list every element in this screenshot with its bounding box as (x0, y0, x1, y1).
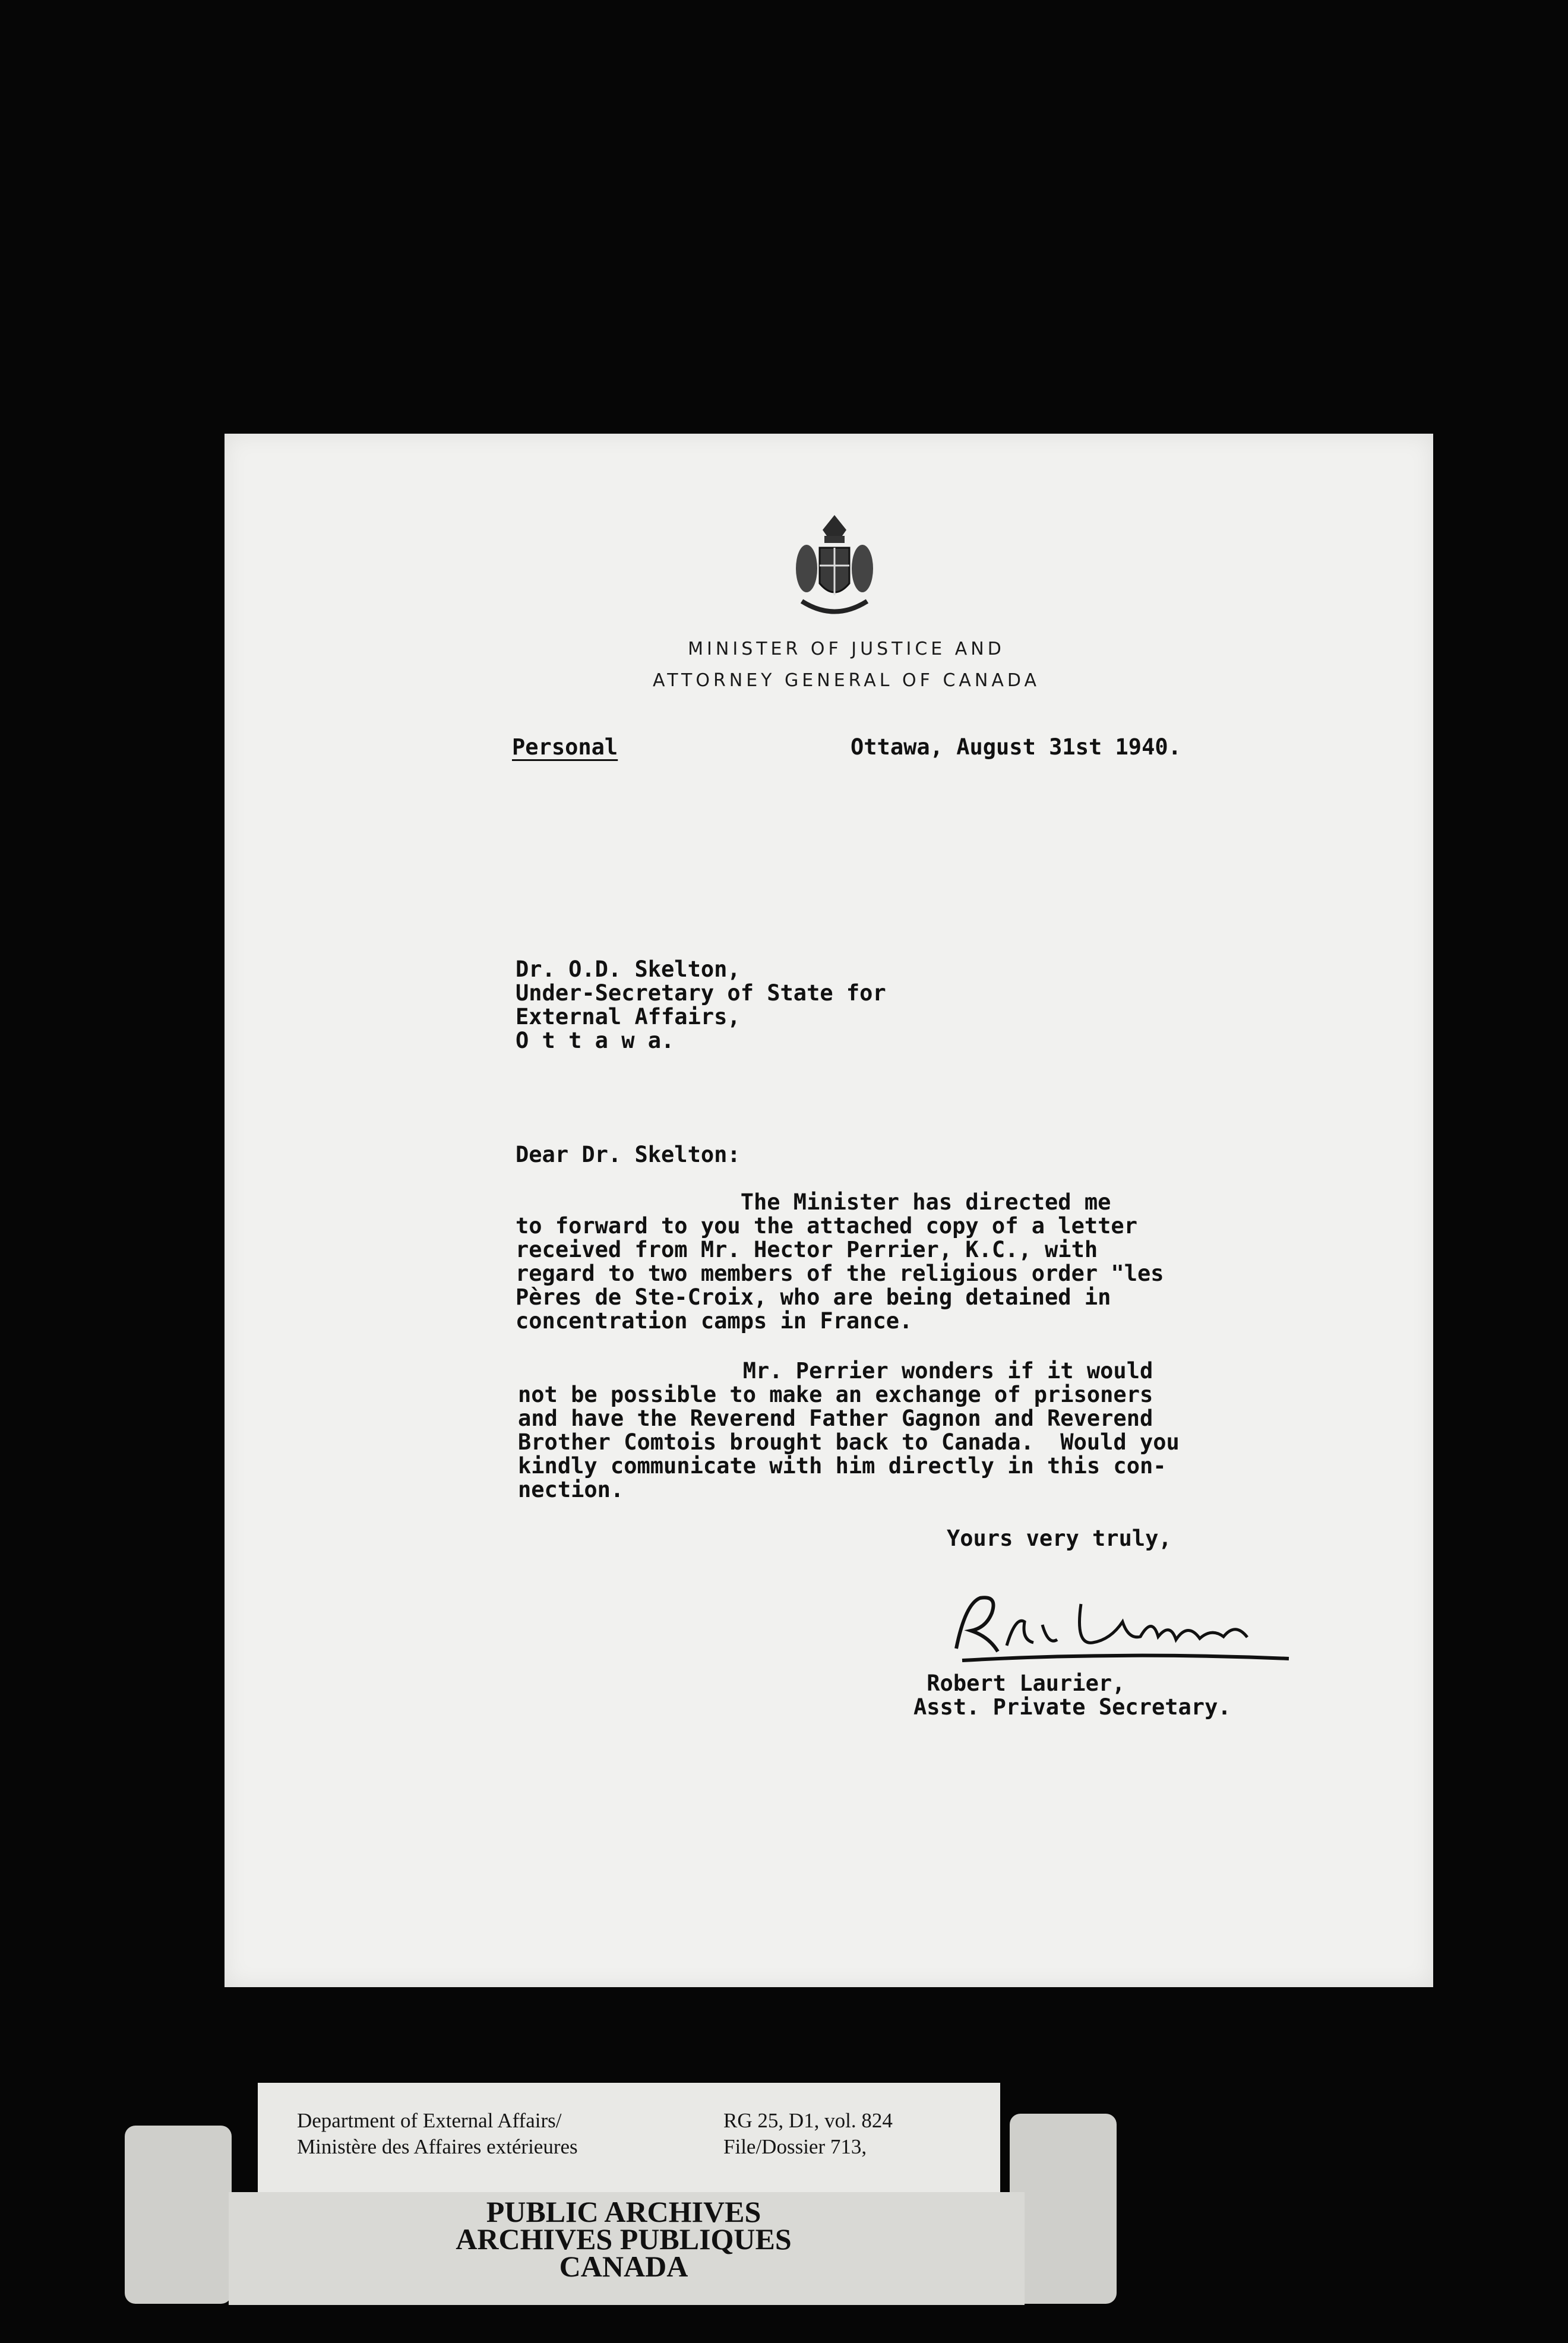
handwritten-signature (944, 1580, 1313, 1669)
file-reference: RG 25, D1, vol. 824 File/Dossier 713, (723, 2109, 893, 2158)
signatory-block: Robert Laurier, Asst. Private Secretary. (913, 1671, 1231, 1720)
letterhead-line-2: ATTORNEY GENERAL OF CANADA (653, 670, 1040, 691)
body-paragraph-2: Mr. Perrier wonders if it would not be possible to make an exchange of prisoners and have the Reverend Father Gagnon and Reverend Brother Comtois brought back to Canada. Would you kindly communicate with him directly in this con- nection. (518, 1358, 1180, 1502)
dateline: Ottawa, August 31st 1940. (851, 734, 1181, 760)
public-archives-stamp: PUBLIC ARCHIVES ARCHIVES PUBLIQUES CANADA (456, 2195, 792, 2283)
recipient-address: Dr. O.D. Skelton, Under-Secretary of State for External Affairs, O t t a w a. (516, 956, 886, 1053)
label-tab-left (125, 2126, 232, 2304)
coat-of-arms-icon (790, 512, 879, 628)
department-reference: Department of External Affairs/ Ministère des Affaires extérieures (297, 2109, 578, 2158)
letterhead-line-1: MINISTER OF JUSTICE AND (688, 639, 1005, 659)
closing: Yours very truly, (947, 1526, 1172, 1551)
salutation: Dear Dr. Skelton: (516, 1142, 741, 1167)
personal-marking: Personal (512, 734, 618, 760)
label-tab-right (1010, 2114, 1117, 2304)
body-paragraph-1: The Minister has directed me to forward to you the attached copy of a letter received from Mr. Hector Perrier, K.C., with regard to two members of the religious order "les Pères de Ste-Croix, who are being detained in concentration camps in France. (516, 1189, 1164, 1334)
